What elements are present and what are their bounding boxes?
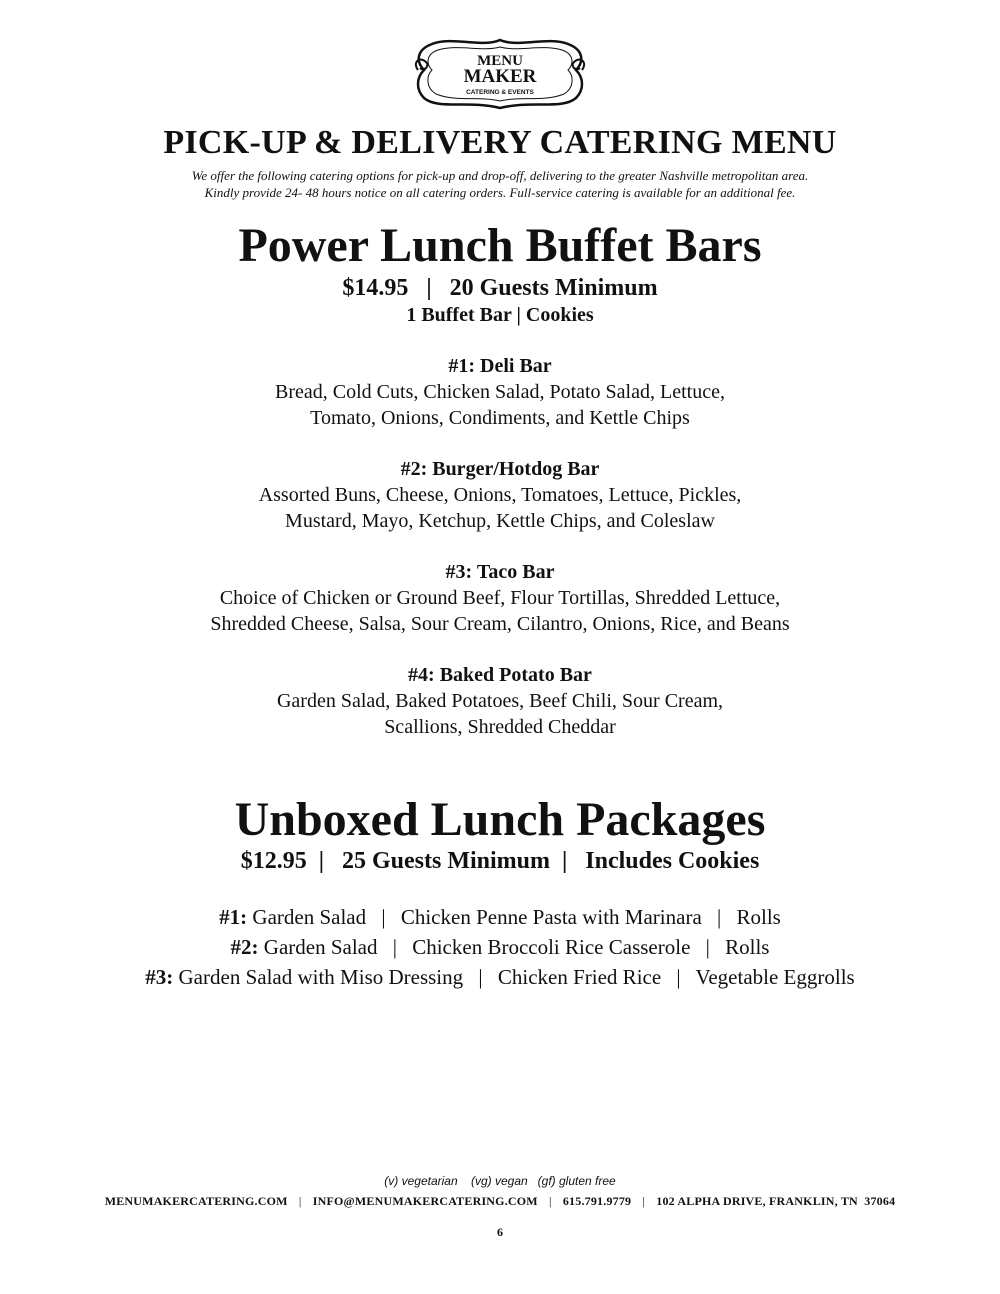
footer-separator: |: [642, 1194, 646, 1208]
footer-separator: |: [549, 1194, 552, 1208]
intro-text: [0, 167, 1000, 201]
page-number: 6: [497, 1225, 503, 1239]
buffet-bar-desc-line: Scallions, Shredded Cheddar: [384, 716, 616, 738]
package-row: [0, 932, 1000, 962]
footer-email[interactable]: INFO@MENUMAKERCATERING.COM: [312, 1194, 538, 1208]
package-separator: |: [381, 905, 386, 929]
unboxed-lunch-title: Unboxed Lunch Packages: [234, 793, 766, 846]
buffet-bar-title: #1: Deli Bar: [448, 355, 552, 377]
package-separator: |: [478, 965, 483, 989]
package-row: [0, 902, 1000, 932]
buffet-bar-title: #2: Burger/Hotdog Bar: [400, 458, 600, 480]
buffet-bar-desc-line: Shredded Cheese, Salsa, Sour Cream, Cilantro, Onions, Rice, and Beans: [210, 613, 790, 635]
buffet-bar-desc-line: Garden Salad, Baked Potatoes, Beef Chili, Sour Cream,: [276, 690, 723, 712]
footer-separator: |: [298, 1194, 302, 1208]
footer-contact: [0, 1194, 1000, 1209]
package-separator: |: [392, 935, 397, 959]
page-title: PICK-UP & DELIVERY CATERING MENU: [163, 124, 837, 161]
buffet-bar-desc-line: Mustard, Mayo, Ketchup, Kettle Chips, and Coleslaw: [285, 510, 715, 532]
package-item: Vegetable Eggrolls: [695, 965, 855, 989]
package-item: Chicken Broccoli Rice Casserole: [412, 935, 691, 959]
package-number: #1:: [219, 905, 248, 929]
buffet-bar-item: [0, 354, 1000, 431]
buffet-bar-title: #3: Taco Bar: [445, 561, 555, 583]
package-number: #2:: [230, 935, 259, 959]
logo-line1: MENU: [477, 53, 523, 69]
footer-website[interactable]: MENUMAKERCATERING.COM: [104, 1194, 288, 1208]
package-list: [0, 902, 1000, 992]
package-item: Chicken Fried Rice: [497, 965, 662, 989]
package-item: Garden Salad: [252, 905, 367, 929]
dietary-legend: (v) vegetarian (vg) vegan (gf) gluten free: [384, 1174, 616, 1188]
menu-maker-logo: [412, 34, 588, 114]
package-item: Garden Salad with Miso Dressing: [178, 965, 464, 989]
power-lunch-price: $14.95 | 20 Guests Minimum: [342, 275, 658, 301]
logo-swirl-left: [416, 60, 427, 70]
power-lunch-title: Power Lunch Buffet Bars: [238, 219, 762, 272]
buffet-bar-desc-line: Choice of Chicken or Ground Beef, Flour Tortillas, Shredded Lettuce,: [219, 587, 781, 609]
buffet-bar-item: [0, 663, 1000, 740]
footer-phone: 615.791.9779: [562, 1194, 632, 1208]
buffet-bar-desc-line: Bread, Cold Cuts, Chicken Salad, Potato Salad, Lettuce,: [275, 381, 725, 403]
package-separator: |: [717, 905, 722, 929]
package-item: Chicken Penne Pasta with Marinara: [400, 905, 702, 929]
buffet-bar-desc-line: Tomato, Onions, Condiments, and Kettle Chips: [310, 407, 690, 429]
package-number: #3:: [145, 965, 174, 989]
footer-address: 102 ALPHA DRIVE, FRANKLIN, TN 37064: [656, 1194, 896, 1208]
package-separator: |: [705, 935, 710, 959]
package-separator: |: [676, 965, 681, 989]
package-item: Garden Salad: [263, 935, 378, 959]
intro-line-2: Kindly provide 24- 48 hours notice on all catering orders. Full-service catering is available for an additional fee.: [204, 185, 796, 200]
power-lunch-subline: 1 Buffet Bar | Cookies: [406, 304, 594, 326]
buffet-bar-item: [0, 560, 1000, 637]
buffet-bar-desc-line: Assorted Buns, Cheese, Onions, Tomatoes, Lettuce, Pickles,: [258, 484, 742, 506]
logo-line2: MAKER: [463, 66, 537, 87]
package-item: Rolls: [736, 905, 781, 929]
buffet-bar-item: [0, 457, 1000, 534]
intro-line-1: We offer the following catering options for pick-up and drop-off, delivering to the greater Nashville metropolitan area.: [191, 168, 809, 183]
package-item: Rolls: [725, 935, 770, 959]
buffet-bar-title: #4: Baked Potato Bar: [408, 664, 592, 686]
package-row: [0, 962, 1000, 992]
unboxed-lunch-price: $12.95 | 25 Guests Minimum | Includes Cookies: [240, 848, 760, 874]
logo-swirl-right: [573, 60, 584, 70]
logo-line3: CATERING & EVENTS: [466, 89, 534, 96]
